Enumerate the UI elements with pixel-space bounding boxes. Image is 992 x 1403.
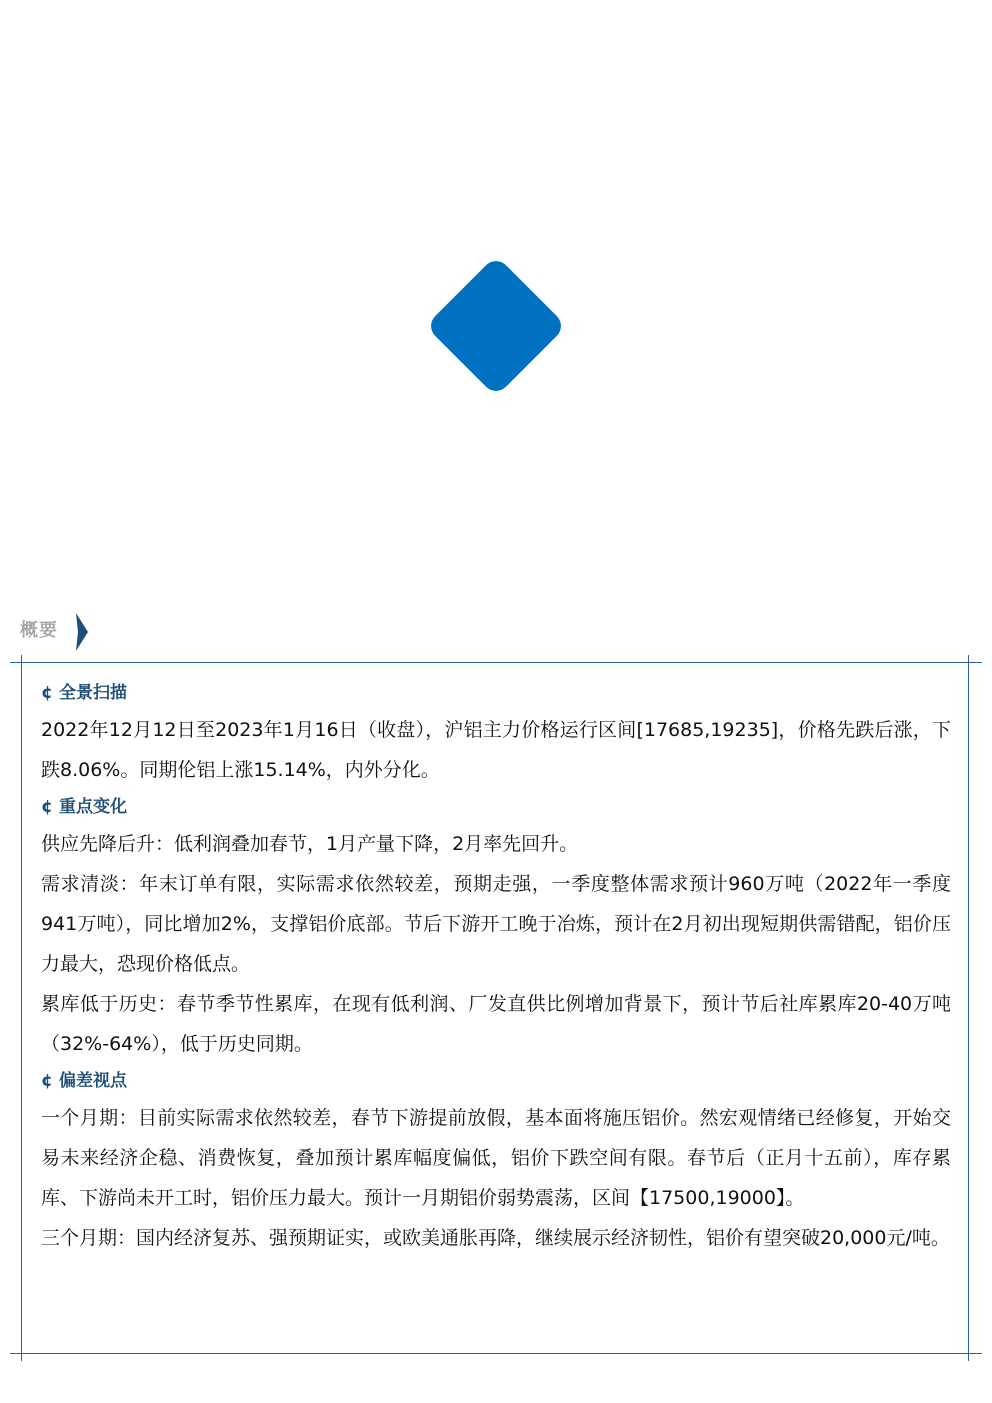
logo-diamond [425, 255, 566, 396]
tab-arrow-icon [76, 613, 88, 651]
summary-content [41, 676, 951, 1258]
demand-paragraph: 需求清淡：年末订单有限，实际需求依然较差，预期走强，一季度整体需求预计960万吨（2022年一季度941万吨），同比增加2%，支撑铝价底部。节后下游开工晚于冶炼，预计在2月初出现短期供需错配，铝价压力最大，恐现价格低点。 [41, 873, 951, 975]
frame-bottom-line [10, 1353, 982, 1354]
section-heading-key-changes [41, 790, 951, 824]
bullet-icon: ¢ [41, 683, 53, 703]
frame-left-line [21, 655, 22, 1361]
summary-tab-label: 概要 [20, 620, 58, 641]
section-heading-deviation-view [41, 1064, 951, 1098]
section-heading-text: 重点变化 [59, 797, 127, 817]
one-month-paragraph: 一个月期：目前实际需求依然较差，春节下游提前放假，基本面将施压铝价。然宏观情绪已经修复，开始交易未来经济企稳、消费恢复，叠加预计累库幅度偏低，铝价下跌空间有限。春节后（正月十五前），库存累库、下游尚未开工时，铝价压力最大。预计一月期铝价弱势震荡，区间【17500,19000】。 [41, 1107, 951, 1209]
section-heading-text: 全景扫描 [59, 683, 127, 703]
bullet-icon: ¢ [41, 1071, 53, 1091]
bullet-icon: ¢ [41, 797, 53, 817]
supply-paragraph: 供应先降后升：低利润叠加春节，1月产量下降，2月率先回升。 [41, 833, 579, 855]
overview-paragraph: 2022年12月12日至2023年1月16日（收盘），沪铝主力价格运行区间[17685,19235]，价格先跌后涨，下跌8.06%。同期伦铝上涨15.14%，内外分化。 [41, 719, 951, 781]
section-heading-overview [41, 676, 951, 710]
section-heading-text: 偏差视点 [59, 1071, 127, 1091]
frame-top-line [10, 662, 982, 663]
inventory-paragraph: 累库低于历史：春节季节性累库，在现有低利润、厂发直供比例增加背景下，预计节后社库累库20-40万吨（32%-64%），低于历史同期。 [41, 993, 951, 1055]
three-month-paragraph: 三个月期：国内经济复苏、强预期证实，或欧美通胀再降，继续展示经济韧性，铝价有望突破20,000元/吨。 [41, 1227, 950, 1249]
frame-right-line [968, 655, 969, 1361]
